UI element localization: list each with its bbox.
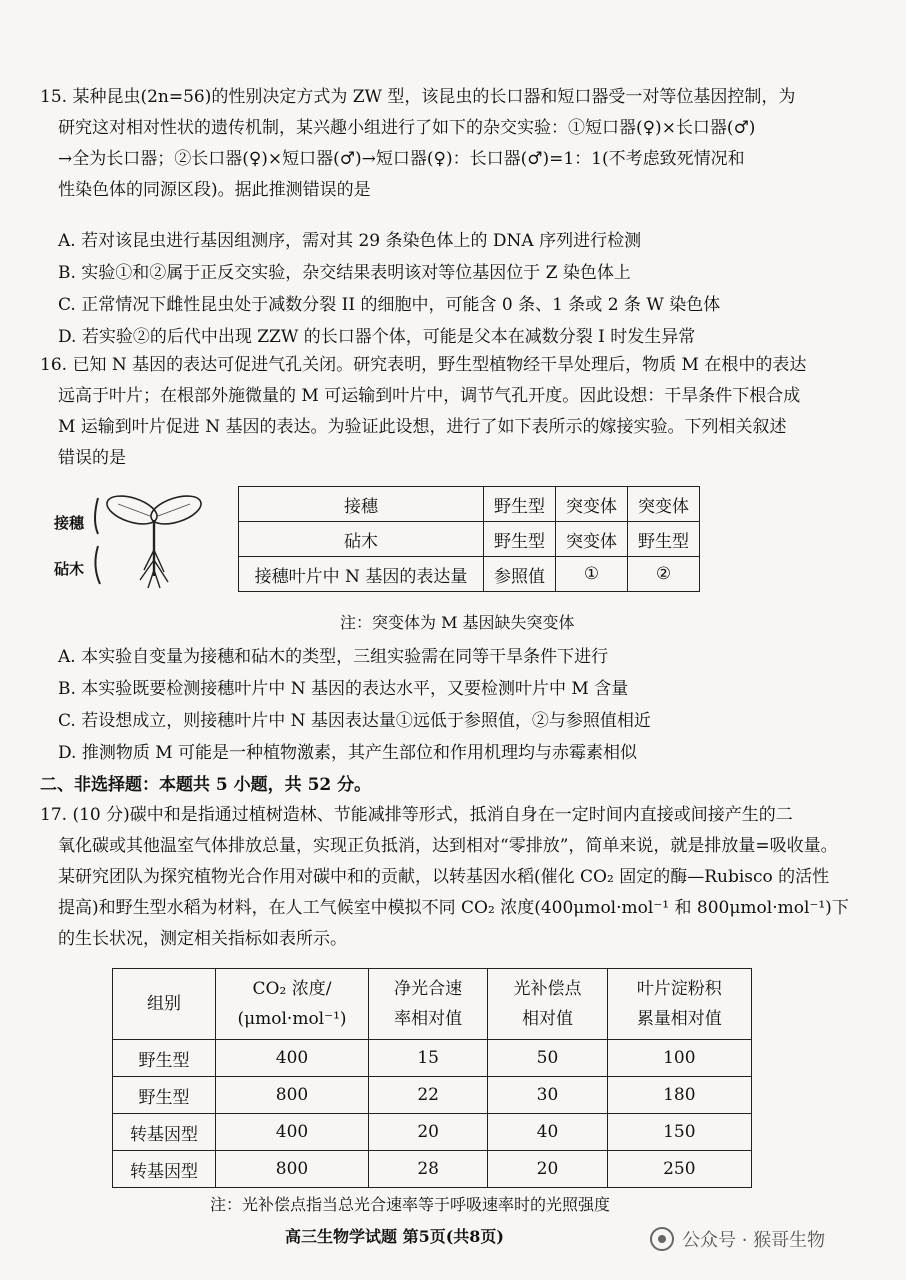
table-cell: 180 [607, 1077, 751, 1114]
table-row [113, 1114, 752, 1151]
table-cell: 野生型 [113, 1077, 216, 1114]
q17-line: 17. (10 分)碳中和是指通过植树造林、节能减排等形式，抵消自身在一定时间内直接或间接产生的二 [40, 805, 793, 825]
table-cell: 800 [216, 1077, 369, 1114]
header-cell-net-photosynthesis [369, 969, 488, 1040]
table-cell: 400 [216, 1114, 369, 1151]
header-text: 组别 [147, 994, 181, 1014]
q15-line: →全为长口器；②长口器(♀)×短口器(♂)→短口器(♀)：长口器(♂)=1：1(不考虑致死情况和 [58, 149, 745, 169]
table-cell: ① [556, 557, 628, 592]
table-cell: 40 [488, 1114, 607, 1151]
header-text: 相对值 [521, 1009, 573, 1029]
table-cell: 突变体 [628, 487, 700, 522]
header-cell-co2 [216, 969, 369, 1040]
table-cell: ② [628, 557, 700, 592]
table-row [239, 557, 700, 592]
q17-line: 提高)和野生型水稻为材料，在人工气候室中模拟不同 CO₂ 浓度(400μmol·mol⁻¹ 和 800μmol·mol⁻¹)下 [58, 898, 849, 918]
header-text: 叶片淀粉积 [636, 979, 722, 999]
co2-table-note: 注：光补偿点指当总光合速率等于呼吸速率时的光照强度 [210, 1195, 611, 1214]
header-cell-compensation-point [488, 969, 607, 1040]
co2-data-table [112, 968, 752, 1188]
q16-option-b: B. 本实验既要检测接穗叶片中 N 基因的表达水平，又要检测叶片中 M 含量 [58, 679, 629, 699]
table-cell: 22 [369, 1077, 488, 1114]
table-header-row [113, 969, 752, 1040]
header-text: CO₂ 浓度/ [252, 979, 332, 999]
q16-line: M 运输到叶片促进 N 基因的表达。为验证此设想，进行了如下表所示的嫁接实验。下列相关叙述 [58, 417, 787, 437]
table-cell: 150 [607, 1114, 751, 1151]
rootstock-label: 砧木 [54, 560, 85, 578]
q15-line: 研究这对相对性状的遗传机制，某兴趣小组进行了如下的杂交实验：①短口器(♀)×长口器(♂) [58, 118, 756, 138]
section-heading: 二、非选择题：本题共 5 小题，共 52 分。 [40, 775, 372, 795]
q16-line: 错误的是 [58, 448, 126, 468]
q16-stem [40, 350, 860, 474]
header-cell-group [113, 969, 216, 1040]
table-cell: 转基因型 [113, 1151, 216, 1188]
header-text: 净光合速 [394, 979, 463, 999]
header-text: (μmol·mol⁻¹) [237, 1009, 347, 1029]
q17-line: 的生长状况，测定相关指标如表所示。 [58, 929, 347, 949]
table-cell: 突变体 [556, 522, 628, 557]
q15-option-d: D. 若实验②的后代中出现 ZZW 的长口器个体，可能是父本在减数分裂 I 时发生异常 [58, 327, 696, 347]
table-cell: 接穗叶片中 N 基因的表达量 [239, 557, 484, 592]
table-cell: 20 [369, 1114, 488, 1151]
table-cell: 15 [369, 1040, 488, 1077]
q16-option-d: D. 推测物质 M 可能是一种植物激素，其产生部位和作用机理均与赤霉素相似 [58, 743, 638, 763]
table-cell: 野生型 [628, 522, 700, 557]
wechat-icon [650, 1227, 674, 1251]
q17-line: 某研究团队为探究植物光合作用对碳中和的贡献，以转基因水稻(催化 CO₂ 固定的酶—Rubisco 的活性 [58, 867, 830, 887]
table-cell: 28 [369, 1151, 488, 1188]
table-row [239, 522, 700, 557]
table-row [113, 1040, 752, 1077]
watermark [650, 1226, 825, 1252]
table-cell: 20 [488, 1151, 607, 1188]
header-text: 累量相对值 [636, 1009, 722, 1029]
table-cell: 50 [488, 1040, 607, 1077]
table-row [113, 1077, 752, 1114]
q15-line: 性染色体的同源区段)。据此推测错误的是 [58, 180, 371, 200]
grafted-seedling-drawing [52, 490, 232, 600]
graft-table [238, 486, 700, 592]
table-cell: 250 [607, 1151, 751, 1188]
table-cell: 突变体 [556, 487, 628, 522]
table-cell: 100 [607, 1040, 751, 1077]
table-cell: 野生型 [484, 487, 556, 522]
page-footer: 高三生物学试题 第5页(共8页) [285, 1227, 504, 1246]
q16-option-c: C. 若设想成立，则接穗叶片中 N 基因表达量①远低于参照值，②与参照值相近 [58, 711, 651, 731]
header-cell-starch [607, 969, 751, 1040]
header-text: 光补偿点 [513, 979, 582, 999]
table-cell: 30 [488, 1077, 607, 1114]
q17-line: 氧化碳或其他温室气体排放总量，实现正负抵消，达到相对“零排放”，简单来说，就是排放量=吸收量。 [58, 836, 838, 856]
watermark-text: 公众号 · 猴哥生物 [682, 1230, 826, 1251]
table-cell: 砧木 [239, 522, 484, 557]
table-cell: 400 [216, 1040, 369, 1077]
scion-label: 接穗 [54, 514, 85, 532]
header-text: 率相对值 [394, 1009, 463, 1029]
graft-table-note: 注：突变体为 M 基因缺失突变体 [340, 613, 575, 632]
q16-line: 16. 已知 N 基因的表达可促进气孔关闭。研究表明，野生型植物经干旱处理后，物质 M 在根中的表达 [40, 355, 807, 375]
q15-stem [40, 82, 860, 206]
table-cell: 接穗 [239, 487, 484, 522]
q15-line: 15. 某种昆虫(2n=56)的性别决定方式为 ZW 型，该昆虫的长口器和短口器受一对等位基因控制，为 [40, 87, 796, 107]
table-row [239, 487, 700, 522]
table-cell: 参照值 [484, 557, 556, 592]
q16-option-a: A. 本实验自变量为接穗和砧木的类型，三组实验需在同等干旱条件下进行 [58, 647, 609, 667]
table-row [113, 1151, 752, 1188]
q15-option-b: B. 实验①和②属于正反交实验，杂交结果表明该对等位基因位于 Z 染色体上 [58, 263, 631, 283]
graft-diagram [52, 490, 232, 600]
q15-option-c: C. 正常情况下雌性昆虫处于减数分裂 II 的细胞中，可能含 0 条、1 条或 2 条 W 染色体 [58, 295, 721, 315]
table-cell: 野生型 [484, 522, 556, 557]
q15-option-a: A. 若对该昆虫进行基因组测序，需对其 29 条染色体上的 DNA 序列进行检测 [58, 231, 642, 251]
table-cell: 转基因型 [113, 1114, 216, 1151]
q17-stem [40, 800, 860, 955]
q16-line: 远高于叶片；在根部外施微量的 M 可运输到叶片中，调节气孔开度。因此设想：干旱条件下根合成 [58, 386, 801, 406]
table-cell: 野生型 [113, 1040, 216, 1077]
table-cell: 800 [216, 1151, 369, 1188]
